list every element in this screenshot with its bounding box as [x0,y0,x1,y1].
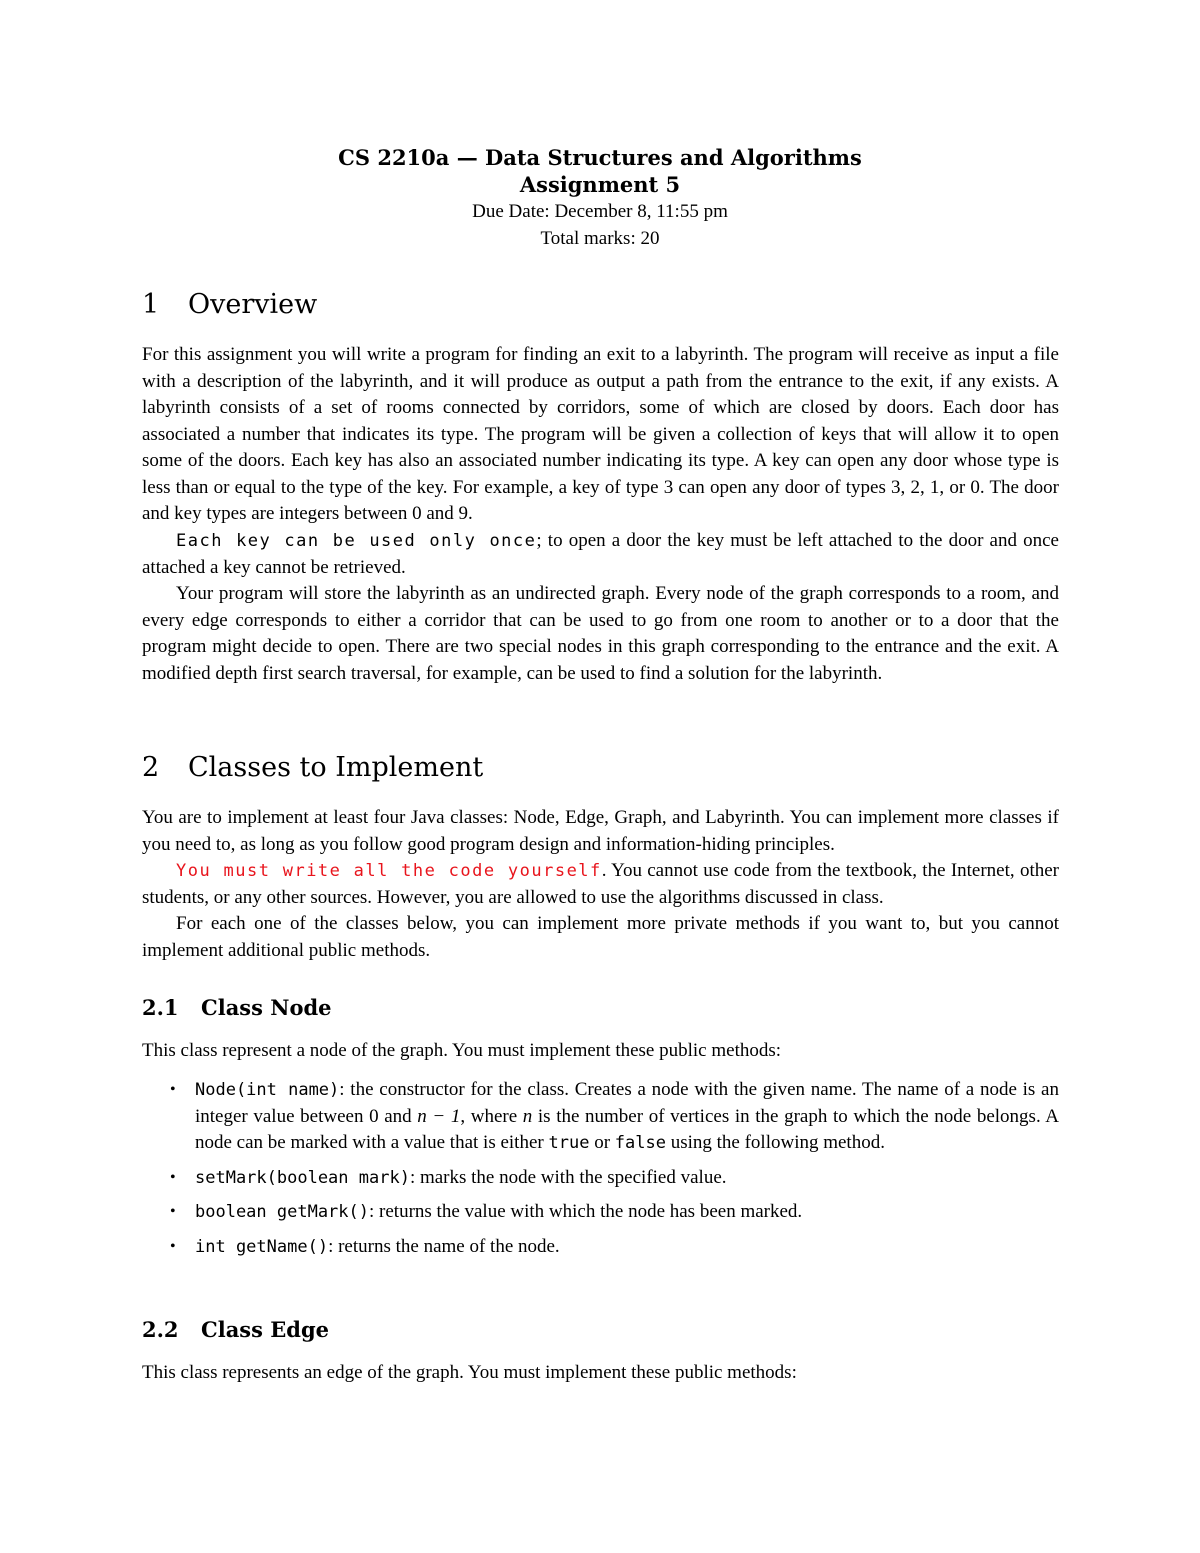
method-description: : returns the name of the node. [328,1235,560,1257]
overview-paragraph-1: For this assignment you will write a program for finding an exit to a labyrinth. The program will receive as input a file with a description of the labyrinth, and it will produce as output a path from the entrance to the exit, if any exists. A labyrinth consists of a set of rooms connected by corridors, some of which are closed by doors. Each door has associated a number that indicates its type. The program will be given a collection of keys that will allow it to open some of the doors. Each key has also an associated number indicating its type. A key can open any door whose type is less than or equal to the type of the key. For example, a key of type 3 can open any door of types 3, 2, 1, or 0. The door and key types are integers between 0 and 9. [142,344,1059,524]
section-2-heading [142,751,483,785]
section-2-1-number: 2.1 [142,995,179,1020]
classes-paragraph-1: You are to implement at least four Java classes: Node, Edge, Graph, and Labyrinth. You can implement more classes if you need to, as long as you follow good program design and information-hiding principles. [142,807,1059,855]
course-title: CS 2210a — Data Structures and Algorithms [338,145,862,170]
list-item [142,1165,1059,1192]
list-item [142,1199,1059,1226]
method-description: is the number of vertices in the graph to which the node belongs. A node can be marked with a value that is either [195,1105,1059,1153]
section-2-1-title: Class Node [201,995,332,1020]
method-signature: boolean getMark() [195,1202,369,1222]
list-item [142,1077,1059,1157]
section-1-number: 1 [142,289,160,320]
method-description: : the constructor for the class. Creates a node with the given name. The name of a node is an integer value between 0 and [195,1079,1059,1127]
section-2-number: 2 [142,752,160,783]
math-expression: n − 1 [417,1105,461,1127]
key-once-emphasis: Each key can be used only once [176,531,537,551]
bullet: • [170,1237,176,1255]
method-signature: setMark(boolean mark) [195,1167,410,1188]
write-code-rest: . You cannot use code from the textbook, the Internet, other students, or any other sources. However, you are allowed to use the algorithms discussed in class. [142,860,1059,908]
edge-intro: This class represents an edge of the graph. You must implement these public methods: [142,1362,797,1383]
bullet: • [170,1203,176,1220]
code-true: true [548,1133,590,1153]
classes-paragraph-2 [142,858,1059,911]
node-methods-list [142,1077,1059,1268]
section-1-heading [142,288,317,322]
section-1-title: Overview [188,289,318,320]
list-item [142,1234,1059,1261]
node-intro: This class represent a node of the graph. You must implement these public methods: [142,1040,782,1061]
assignment-title: Assignment 5 [519,172,681,197]
due-date: Due Date: December 8, 11:55 pm [472,201,728,222]
overview-paragraph-2 [142,528,1059,581]
total-marks: Total marks: 20 [540,228,660,249]
section-2-1-heading [142,994,332,1022]
write-code-yourself-emphasis: You must write all the code yourself [176,861,602,881]
method-description: , where [460,1105,523,1127]
bullet: • [170,1081,176,1098]
bullet: • [170,1168,176,1186]
classes-paragraph-3: For each one of the classes below, you can implement more private methods if you want to, but you cannot implement additional public methods. [142,913,1059,961]
method-description: or [589,1132,615,1153]
section-2-title: Classes to Implement [188,752,484,783]
section-2-2-title: Class Edge [201,1317,329,1342]
title-block [0,144,1200,252]
code-false: false [614,1133,666,1153]
section-2-2-number: 2.2 [142,1317,179,1342]
overview-paragraph-3: Your program will store the labyrinth as an undirected graph. Every node of the graph corresponds to a room, and every edge corresponds to either a corridor that can be used to go from one room to another or to a door that the program might decide to open. There are two special nodes in this graph corresponding to the entrance and the exit. A modified depth first search traversal, for example, can be used to find a solution for the labyrinth. [142,583,1059,684]
method-signature: int getName() [195,1236,329,1257]
key-once-rest: ; to open a door the key must be left attached to the door and once attached a key cannot be retrieved. [142,530,1059,578]
math-variable: n [522,1105,533,1127]
section-2-2-heading [142,1316,329,1344]
method-description: : returns the value with which the node has been marked. [369,1201,803,1222]
method-signature: Node(int name) [195,1080,340,1100]
method-description: : marks the node with the specified value. [409,1166,727,1188]
method-description: using the following method. [665,1132,885,1153]
